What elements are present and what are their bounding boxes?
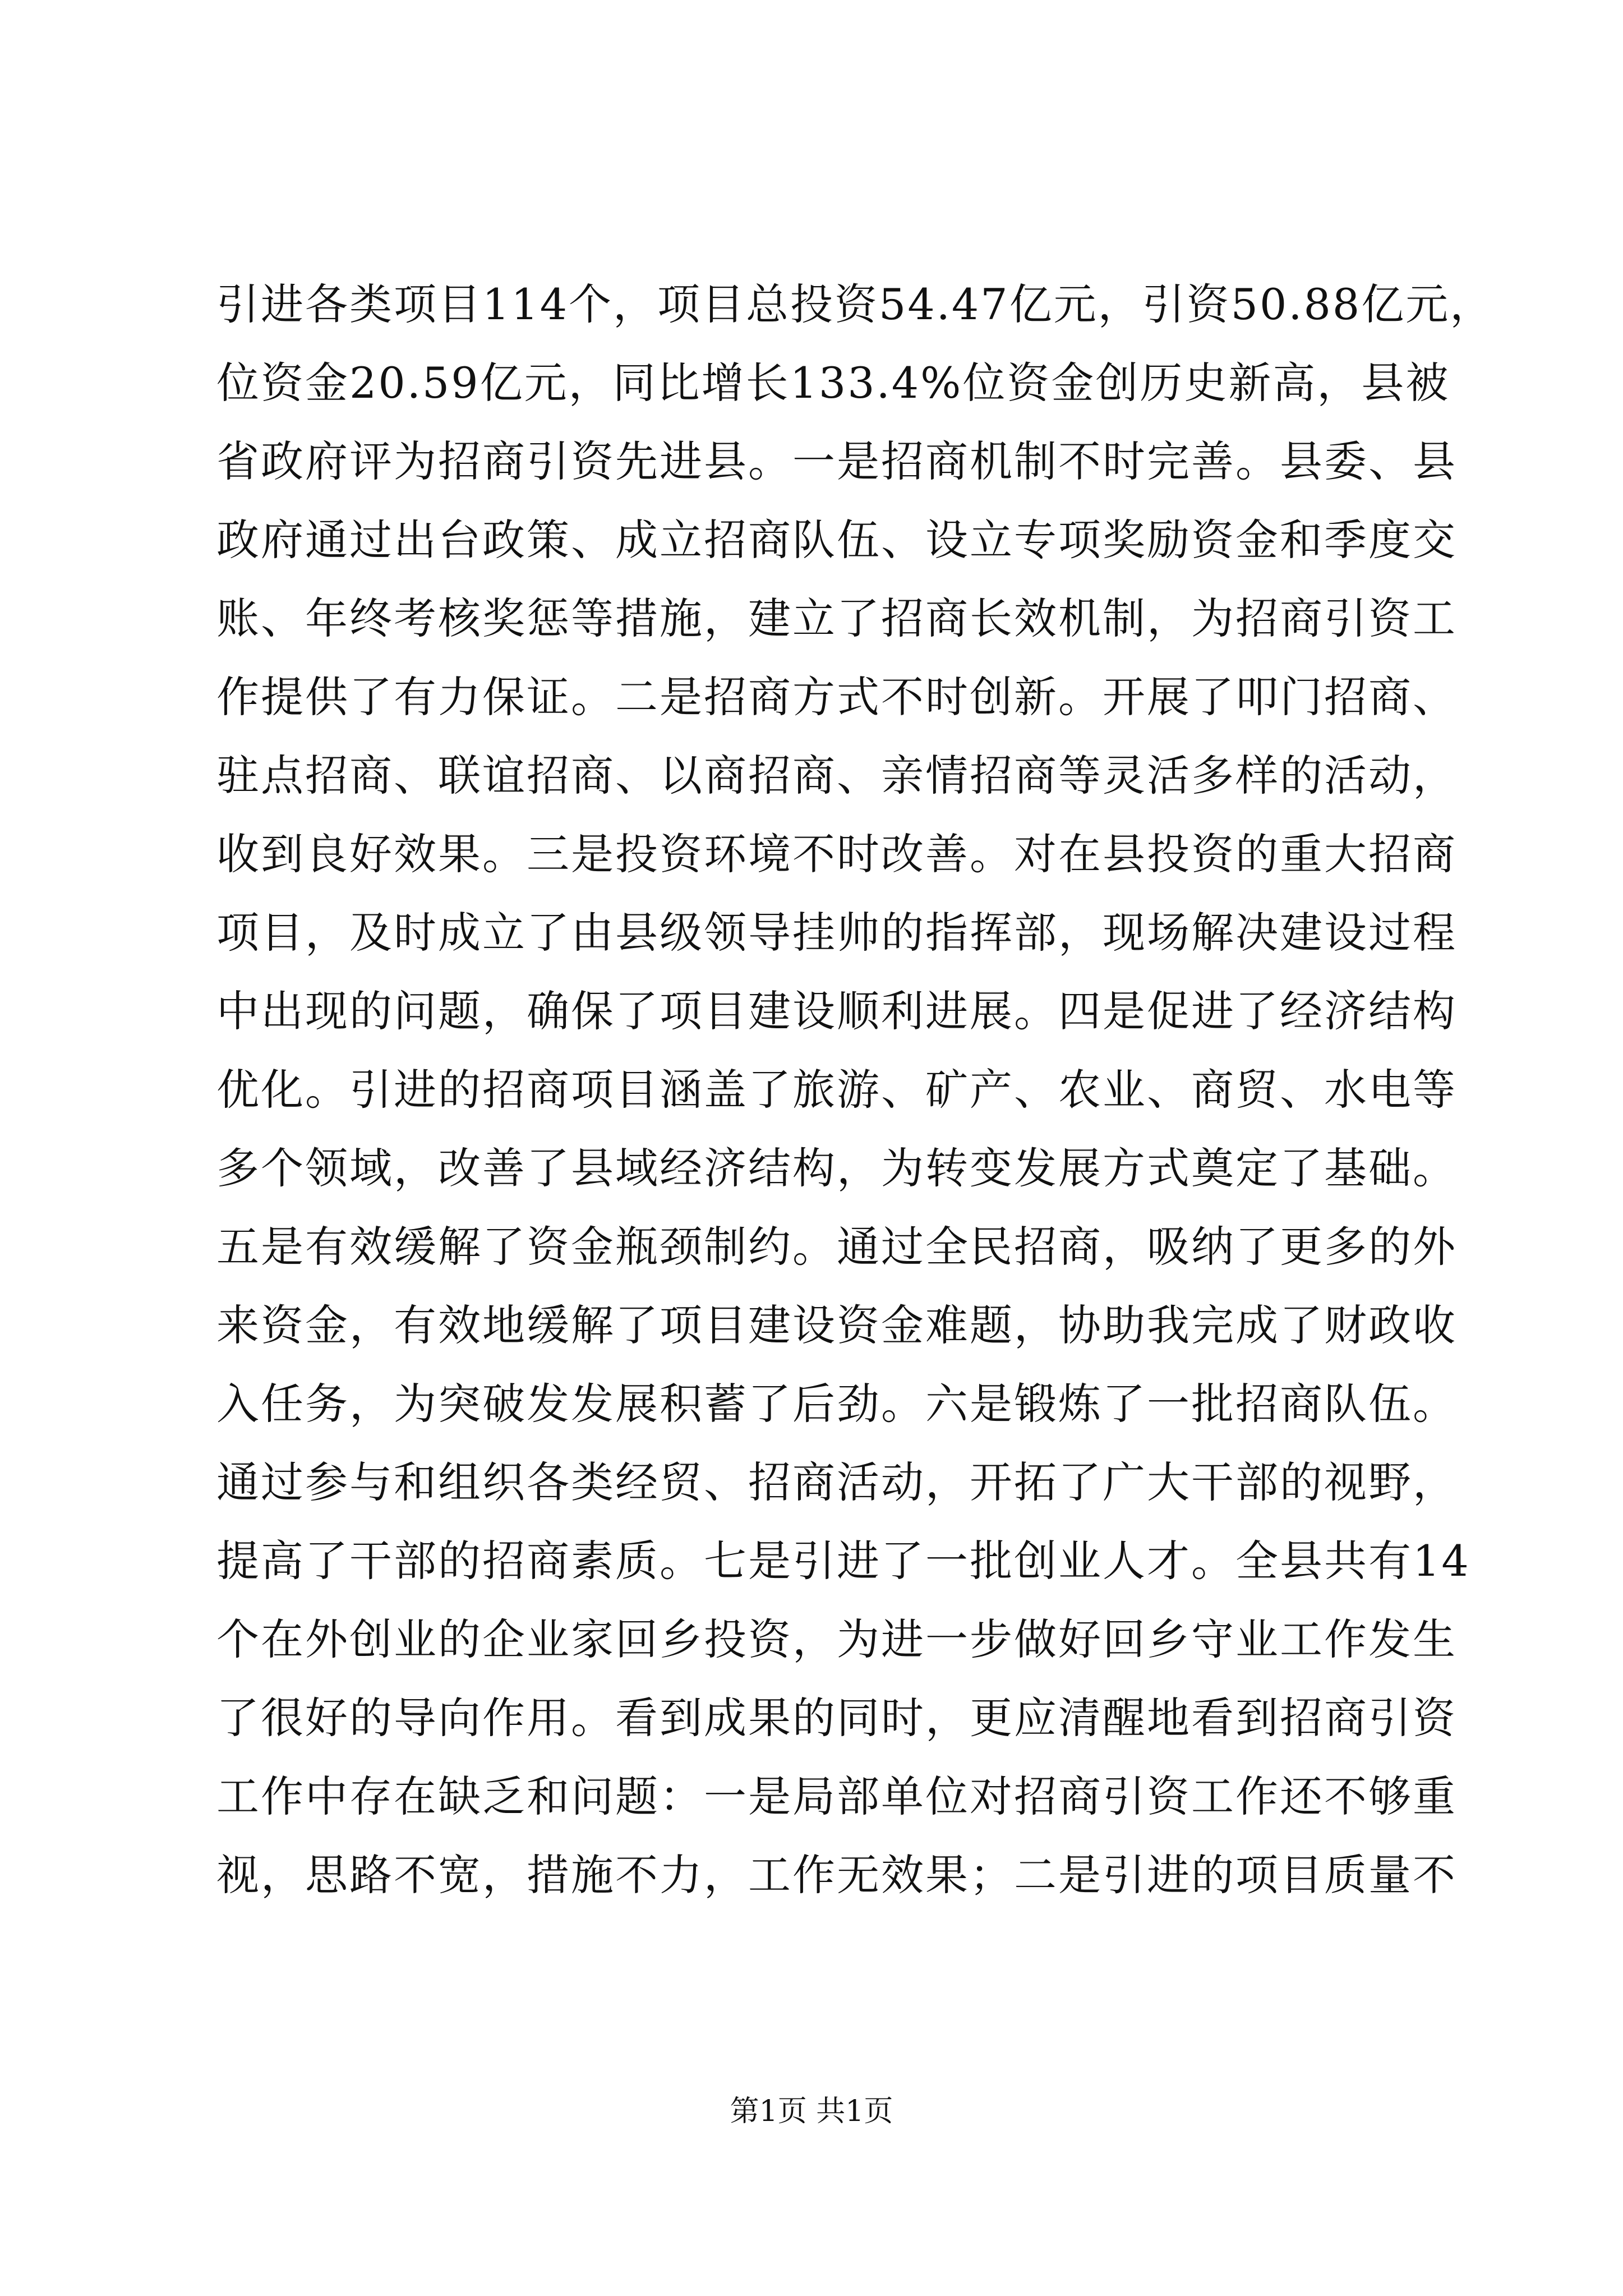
text-line-12: 多个领域，改善了县域经济结构，为转变发展方式奠定了基础。 — [216, 1143, 1457, 1193]
text-line-10: 中出现的问题，确保了项目建设顺利进展。四是促进了经济结构 — [216, 986, 1457, 1036]
text-line-15: 入任务，为突破发发展积蓄了后劲。六是锻炼了一批招商队伍。 — [216, 1379, 1457, 1429]
text-line-11: 优化。引进的招商项目涵盖了旅游、矿产、农业、商贸、水电等 — [216, 1065, 1457, 1115]
text-line-7: 驻点招商、联谊招商、以商招商、亲情招商等灵活多样的活动， — [216, 751, 1457, 800]
text-line-14: 来资金，有效地缓解了项目建设资金难题，协助我完成了财政收 — [216, 1300, 1457, 1350]
text-line-9: 项目，及时成立了由县级领导挂帅的指挥部，现场解决建设过程 — [216, 908, 1457, 958]
text-line-2: 位资金20.59亿元，同比增长133.4%位资金创历史新高，县被 — [216, 358, 1450, 408]
text-line-13: 五是有效缓解了资金瓶颈制约。通过全民招商，吸纳了更多的外 — [216, 1222, 1457, 1272]
page-footer: 第1页 共1页 — [730, 2095, 893, 2128]
text-line-3: 省政府评为招商引资先进县。一是招商机制不时完善。县委、县 — [216, 436, 1457, 486]
text-line-8: 收到良好效果。三是投资环境不时改善。对在县投资的重大招商 — [216, 829, 1457, 879]
text-line-19: 了很好的导向作用。看到成果的同时，更应清醒地看到招商引资 — [216, 1693, 1457, 1743]
text-line-6: 作提供了有力保证。二是招商方式不时创新。开展了叩门招商、 — [216, 672, 1457, 722]
text-line-18: 个在外创业的企业家回乡投资，为进一步做好回乡守业工作发生 — [216, 1614, 1457, 1664]
text-line-20: 工作中存在缺乏和问题：一是局部单位对招商引资工作还不够重 — [216, 1772, 1457, 1821]
text-line-17: 提高了干部的招商素质。七是引进了一批创业人才。全县共有14 — [216, 1536, 1470, 1586]
text-line-16: 通过参与和组织各类经贸、招商活动，开拓了广大干部的视野， — [216, 1457, 1457, 1507]
text-line-5: 账、年终考核奖惩等措施，建立了招商长效机制，为招商引资工 — [216, 593, 1457, 643]
text-line-1: 引进各类项目114个，项目总投资54.47亿元，引资50.88亿元， — [216, 279, 1495, 329]
text-line-21: 视，思路不宽，措施不力，工作无效果；二是引进的项目质量不 — [216, 1850, 1457, 1900]
body-paragraph — [216, 265, 1495, 1915]
text-line-4: 政府通过出台政策、成立招商队伍、设立专项奖励资金和季度交 — [216, 515, 1457, 565]
